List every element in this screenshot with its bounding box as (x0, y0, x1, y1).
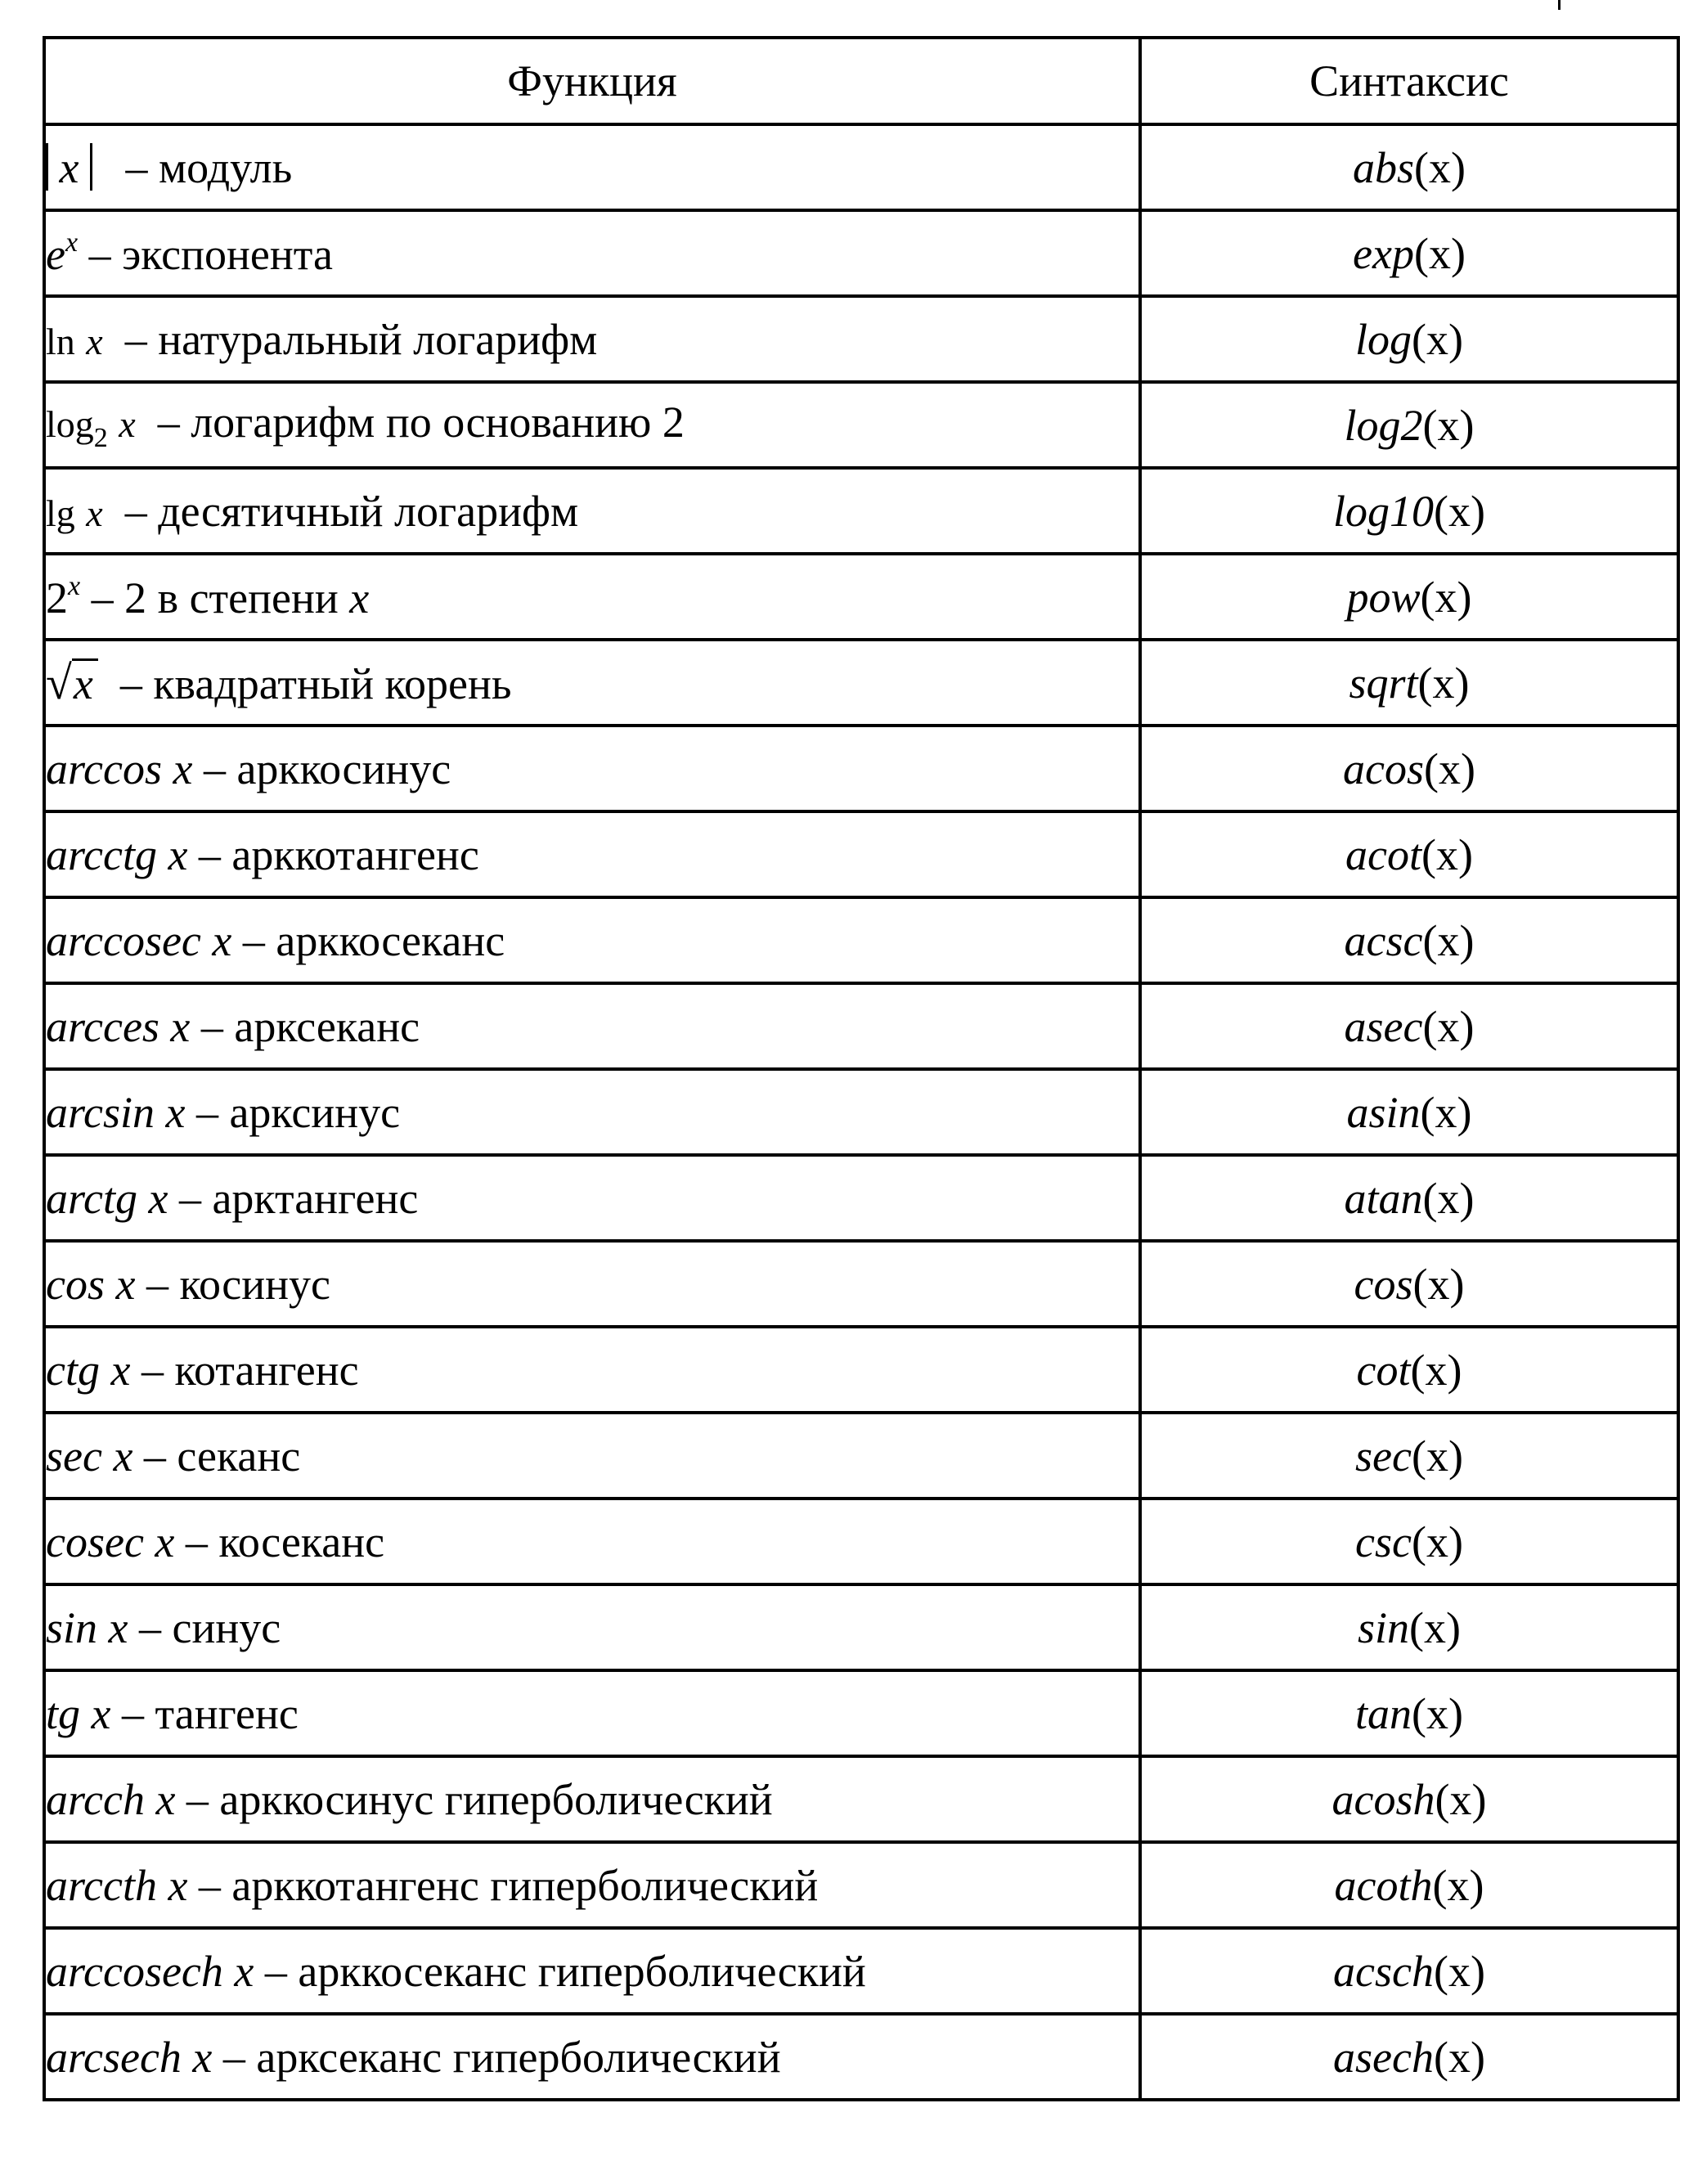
function-notation-var: x (119, 402, 136, 445)
table-row (44, 296, 1678, 382)
function-description: – арккосеканс гиперболический (264, 1946, 866, 1996)
table-row (44, 1327, 1678, 1413)
syntax-name: asin (1346, 1087, 1421, 1137)
function-notation: arcsech x (46, 2032, 213, 2082)
function-cell (44, 210, 1140, 296)
syntax-cell (1140, 1155, 1678, 1241)
function-notation: ctg x (46, 1345, 131, 1395)
function-notation: sec x (46, 1431, 133, 1481)
function-notation: arccosech x (46, 1946, 254, 1996)
function-description: – секанс (143, 1431, 301, 1481)
function-description: – логарифм по основанию 2 (157, 397, 685, 447)
syntax-name: tan (1355, 1688, 1412, 1738)
function-notation: arcctg x (46, 829, 188, 879)
function-cell (44, 1928, 1140, 2014)
function-notation: arccos x (46, 744, 193, 793)
syntax-arg: (x) (1421, 829, 1473, 879)
syntax-cell (1140, 1499, 1678, 1584)
table-row (44, 983, 1678, 1069)
syntax-cell (1140, 554, 1678, 640)
function-notation: 2 (46, 573, 68, 622)
function-notation: arctg x (46, 1173, 168, 1223)
function-description: – арккотангенс гиперболический (198, 1860, 819, 1910)
syntax-cell (1140, 468, 1678, 554)
table-row (44, 1413, 1678, 1499)
function-cell (44, 726, 1140, 811)
syntax-cell (1140, 296, 1678, 382)
table-row (44, 1069, 1678, 1155)
function-cell (44, 1241, 1140, 1327)
syntax-cell (1140, 1413, 1678, 1499)
syntax-name: acsc (1344, 915, 1423, 965)
function-description: – арксинус (195, 1087, 401, 1137)
function-notation: ln (46, 320, 75, 362)
table-row (44, 1155, 1678, 1241)
syntax-arg: (x) (1412, 1259, 1465, 1309)
syntax-name: cos (1354, 1259, 1413, 1309)
function-notation: tg x (46, 1688, 111, 1738)
function-cell (44, 897, 1140, 983)
function-notation-sup: x (68, 570, 81, 601)
function-notation-var: x (86, 492, 103, 534)
table-row (44, 468, 1678, 554)
syntax-cell (1140, 382, 1678, 468)
function-cell (44, 296, 1140, 382)
function-cell (44, 811, 1140, 897)
function-notation: lg (46, 492, 75, 534)
function-notation: x (72, 658, 98, 708)
function-notation: x (59, 142, 79, 192)
abs-bar-right (90, 143, 92, 191)
syntax-arg: (x) (1420, 1087, 1472, 1137)
syntax-arg: (x) (1409, 1602, 1461, 1652)
syntax-arg: (x) (1414, 142, 1466, 192)
syntax-arg: (x) (1422, 400, 1475, 450)
syntax-arg: (x) (1433, 1946, 1485, 1996)
function-notation-sub: 2 (93, 422, 108, 453)
syntax-arg: (x) (1411, 1517, 1463, 1566)
syntax-cell (1140, 640, 1678, 726)
table-row (44, 1499, 1678, 1584)
syntax-name: exp (1353, 228, 1414, 278)
syntax-cell (1140, 210, 1678, 296)
function-description: – 2 в степени (91, 573, 339, 622)
syntax-name: asec (1344, 1001, 1423, 1051)
syntax-cell (1140, 1327, 1678, 1413)
syntax-arg: (x) (1412, 314, 1463, 364)
function-description: – модуль (125, 142, 293, 192)
syntax-arg: (x) (1420, 572, 1472, 622)
table-row (44, 1756, 1678, 1842)
syntax-cell (1140, 1756, 1678, 1842)
function-notation: e (46, 229, 65, 279)
syntax-arg: (x) (1432, 1860, 1484, 1910)
syntax-arg: (x) (1435, 1774, 1487, 1824)
syntax-arg: (x) (1412, 1688, 1463, 1738)
syntax-name: acsch (1333, 1946, 1434, 1996)
syntax-name: log2 (1344, 400, 1423, 450)
table-row (44, 124, 1678, 210)
syntax-arg: (x) (1413, 228, 1466, 278)
table-row (44, 1842, 1678, 1928)
syntax-arg: (x) (1424, 744, 1475, 793)
syntax-arg: (x) (1433, 2032, 1485, 2082)
function-description: – натуральный логарифм (124, 314, 598, 364)
function-notation: arcch x (46, 1774, 176, 1824)
syntax-cell (1140, 1670, 1678, 1756)
syntax-name: sin (1358, 1602, 1410, 1652)
syntax-name: csc (1355, 1517, 1412, 1566)
function-description: – арксеканс гиперболический (222, 2032, 781, 2082)
table-row (44, 1584, 1678, 1670)
functions-table (43, 36, 1680, 2101)
table-row (44, 726, 1678, 811)
function-notation: cosec x (46, 1517, 175, 1566)
function-description: – арккотангенс (198, 829, 479, 879)
table-row (44, 2014, 1678, 2100)
page-corner-mark (1558, 0, 1561, 10)
function-notation: cos x (46, 1259, 136, 1309)
syntax-name: sqrt (1349, 658, 1418, 708)
sqrt-radical-icon: √ (46, 656, 72, 709)
syntax-name: acoth (1334, 1860, 1433, 1910)
function-description: – синус (139, 1602, 281, 1652)
function-cell (44, 554, 1140, 640)
syntax-arg: (x) (1422, 1173, 1475, 1223)
function-cell (44, 640, 1140, 726)
function-description: – десятичный логарифм (124, 486, 579, 536)
function-cell (44, 1842, 1140, 1928)
syntax-cell (1140, 1928, 1678, 2014)
syntax-arg: (x) (1422, 915, 1475, 965)
syntax-name: sec (1355, 1431, 1412, 1481)
syntax-cell (1140, 2014, 1678, 2100)
syntax-name: cot (1356, 1345, 1411, 1395)
table-row (44, 897, 1678, 983)
syntax-name: abs (1353, 142, 1415, 192)
table-row (44, 1241, 1678, 1327)
table-header-row (44, 38, 1678, 124)
function-cell (44, 1756, 1140, 1842)
table-row (44, 382, 1678, 468)
function-notation-sup: x (65, 227, 79, 258)
syntax-arg: (x) (1410, 1345, 1462, 1395)
function-description: – квадратный корень (119, 659, 512, 708)
table-row (44, 640, 1678, 726)
syntax-name: pow (1346, 572, 1421, 622)
function-description: – тангенс (121, 1688, 299, 1738)
syntax-cell (1140, 1584, 1678, 1670)
function-cell (44, 1413, 1140, 1499)
function-cell (44, 1499, 1140, 1584)
syntax-arg: (x) (1417, 658, 1470, 708)
function-description: – арккосинус (203, 744, 451, 793)
syntax-name: acos (1343, 744, 1424, 793)
syntax-name: acosh (1332, 1774, 1435, 1824)
function-notation: log (46, 402, 94, 445)
function-cell (44, 1155, 1140, 1241)
syntax-name: atan (1344, 1173, 1423, 1223)
syntax-arg: (x) (1411, 1431, 1463, 1481)
syntax-cell (1140, 1842, 1678, 1928)
function-cell (44, 124, 1140, 210)
function-notation: arccth x (46, 1860, 188, 1910)
function-description: – арксеканс (200, 1001, 420, 1051)
function-description: – арккосеканс (242, 915, 505, 965)
function-description: – арктангенс (178, 1173, 419, 1223)
table-row (44, 554, 1678, 640)
function-notation: arcsin x (46, 1087, 186, 1137)
function-description: – арккосинус гиперболический (186, 1774, 773, 1824)
syntax-arg: (x) (1434, 486, 1485, 536)
function-cell (44, 1584, 1140, 1670)
syntax-cell (1140, 983, 1678, 1069)
syntax-arg: (x) (1422, 1001, 1475, 1051)
function-notation: sin x (46, 1602, 128, 1652)
function-cell (44, 2014, 1140, 2100)
header-function: Функция (44, 38, 1140, 124)
function-cell (44, 1670, 1140, 1756)
table-row (44, 811, 1678, 897)
function-cell (44, 1069, 1140, 1155)
function-cell (44, 983, 1140, 1069)
table-row (44, 210, 1678, 296)
syntax-cell (1140, 811, 1678, 897)
function-description-var: x (349, 573, 370, 622)
function-cell (44, 382, 1140, 468)
syntax-name: log10 (1333, 486, 1435, 536)
syntax-cell (1140, 1241, 1678, 1327)
function-notation-var: x (86, 320, 103, 362)
function-cell (44, 468, 1140, 554)
syntax-name: acot (1345, 829, 1421, 879)
header-syntax: Синтаксис (1140, 38, 1678, 124)
syntax-cell (1140, 124, 1678, 210)
syntax-cell (1140, 1069, 1678, 1155)
function-description: – косеканс (185, 1517, 385, 1566)
table-row (44, 1670, 1678, 1756)
syntax-cell (1140, 897, 1678, 983)
table-row (44, 1928, 1678, 2014)
function-description: – экспонента (88, 229, 333, 279)
syntax-name: log (1355, 314, 1412, 364)
function-description: – косинус (146, 1259, 331, 1309)
function-cell (44, 1327, 1140, 1413)
function-description: – котангенс (141, 1345, 359, 1395)
abs-bar-left (46, 143, 48, 191)
syntax-name: asech (1333, 2032, 1434, 2082)
syntax-cell (1140, 726, 1678, 811)
function-notation: arcces x (46, 1001, 191, 1051)
function-notation: arccosec x (46, 915, 232, 965)
